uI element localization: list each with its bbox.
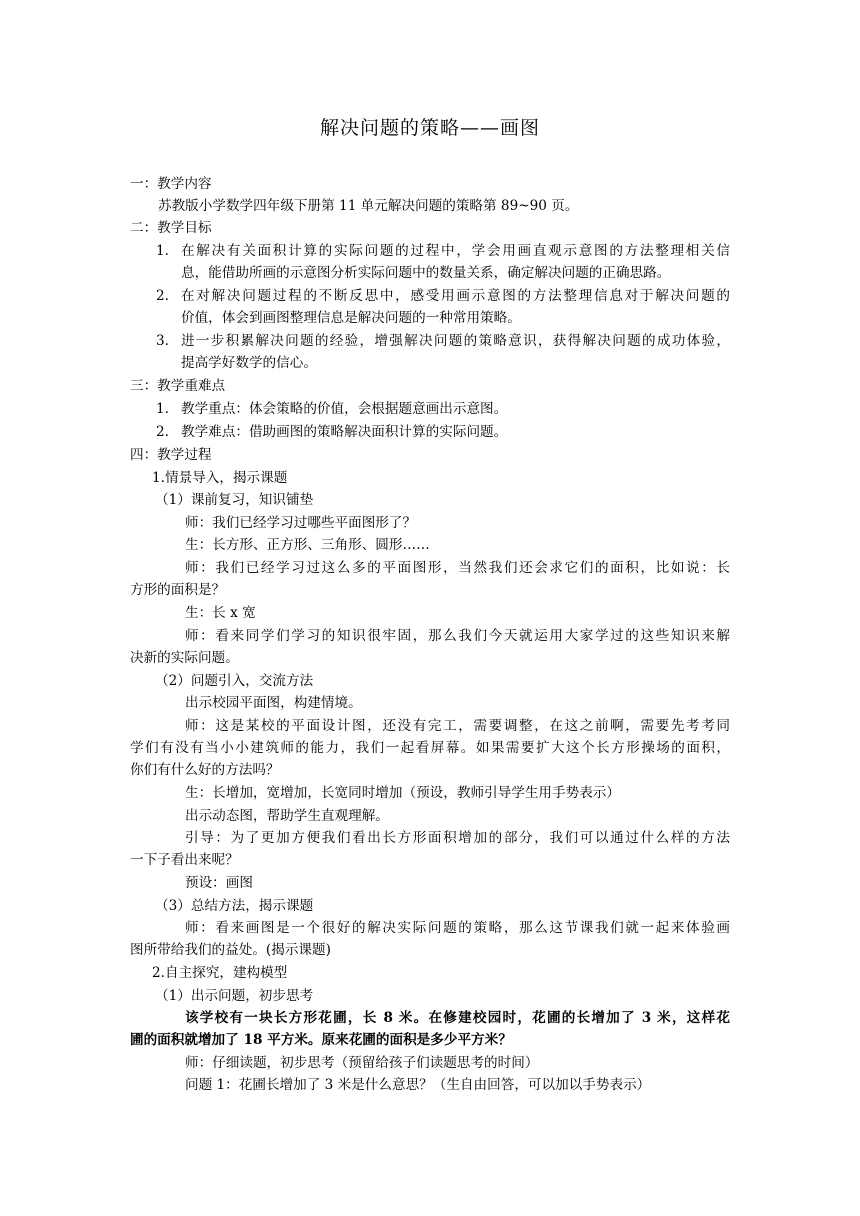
list-number: 2. (156, 288, 169, 304)
dialogue-line: 一下子看出来呢？ (130, 852, 239, 868)
section-heading-content: 一：教学内容 (130, 176, 212, 192)
dialogue-line: 生：长 x 宽 (185, 605, 256, 621)
list-number: 1. (156, 243, 169, 259)
objective-text: 提高学好数学的信心。 (181, 355, 317, 371)
keypoint-text: 教学重点：体会策略的价值，会根据题意画出示意图。 (181, 401, 508, 417)
subsection-heading: （1）课前复习，知识铺垫 (155, 492, 314, 508)
section-heading-objectives: 二：教学目标 (130, 220, 212, 236)
dialogue-line: 师：这是某校的平面设计图，还没有完工，需要调整，在这之前啊，需要先考考同 (185, 718, 730, 734)
dialogue-line: 师：仔细读题，初步思考（预留给孩子们读题思考的时间） (185, 1055, 539, 1071)
dialogue-line: 预设：画图 (185, 875, 253, 891)
dialogue-line: 决新的实际问题。 (130, 650, 239, 666)
section-heading-process: 四：教学过程 (130, 447, 212, 463)
section-heading-keypoints: 三：教学重难点 (130, 378, 226, 394)
objective-text: 在对解决问题过程的不断反思中，感受用画示意图的方法整理信息对于解决问题的 (181, 288, 730, 304)
objective-text: 进一步积累解决问题的经验，增强解决问题的策略意识，获得解决问题的成功体验， (181, 333, 730, 349)
subsection-heading: 1.情景导入，揭示课题 (152, 470, 288, 486)
subsection-heading: （1）出示问题，初步思考 (155, 988, 314, 1004)
keypoint-text: 教学难点：借助画图的策略解决面积计算的实际问题。 (181, 424, 508, 440)
dialogue-line: 你们有什么好的方法吗？ (130, 762, 280, 778)
dialogue-line: 方形的面积是？ (130, 582, 226, 598)
dialogue-line: 师：看来画图是一个很好的解决实际问题的策略，那么这节课我们就一起来体验画 (185, 920, 730, 936)
dialogue-line: 师：我们已经学习过哪些平面图形了？ (185, 515, 417, 531)
objective-text: 在解决有关面积计算的实际问题的过程中，学会用画直观示意图的方法整理相关信 (181, 243, 730, 259)
dialogue-line: 师：看来同学们学习的知识很牢固，那么我们今天就运用大家学过的这些知识来解 (185, 628, 730, 644)
dialogue-line: 引导：为了更加方便我们看出长方形面积增加的部分，我们可以通过什么样的方法 (185, 830, 730, 846)
problem-statement: 圃的面积就增加了 18 平方米。原来花圃的面积是多少平方米？ (130, 1032, 512, 1048)
subsection-heading: （2）问题引入，交流方法 (155, 673, 314, 689)
problem-statement: 该学校有一块长方形花圃，长 8 米。在修建校园时，花圃的长增加了 3 米，这样花 (185, 1010, 730, 1026)
subsection-heading: （3）总结方法，揭示课题 (155, 898, 314, 914)
dialogue-line: 学们有没有当小小建筑师的能力，我们一起看屏幕。如果需要扩大这个长方形操场的面积， (130, 740, 730, 756)
dialogue-line: 图所带给我们的益处。(揭示课题) (130, 942, 331, 958)
document-title: 解决问题的策略——画图 (319, 117, 540, 139)
list-number: 1. (156, 401, 169, 417)
dialogue-line: 出示动态图，帮助学生直观理解。 (185, 808, 389, 824)
list-number: 3. (156, 333, 169, 349)
dialogue-line: 生：长增加，宽增加，长宽同时增加（预设，教师引导学生用手势表示） (185, 785, 620, 801)
content-text: 苏教版小学数学四年级下册第 11 单元解决问题的策略第 89~90 页。 (158, 198, 579, 214)
subsection-heading: 2.自主探究，建构模型 (152, 965, 288, 981)
dialogue-line: 出示校园平面图，构建情境。 (185, 695, 362, 711)
list-number: 2. (156, 424, 169, 440)
dialogue-line: 问题 1：花圃长增加了 3 米是什么意思？（生自由回答，可以加以手势表示） (185, 1077, 651, 1093)
objective-text: 息，能借助所画的示意图分析实际问题中的数量关系，确定解决问题的正确思路。 (181, 265, 671, 281)
dialogue-line: 生：长方形、正方形、三角形、圆形…… (185, 537, 430, 553)
dialogue-line: 师：我们已经学习过这么多的平面图形，当然我们还会求它们的面积，比如说：长 (185, 560, 730, 576)
objective-text: 价值，体会到画图整理信息是解决问题的一种常用策略。 (181, 310, 521, 326)
